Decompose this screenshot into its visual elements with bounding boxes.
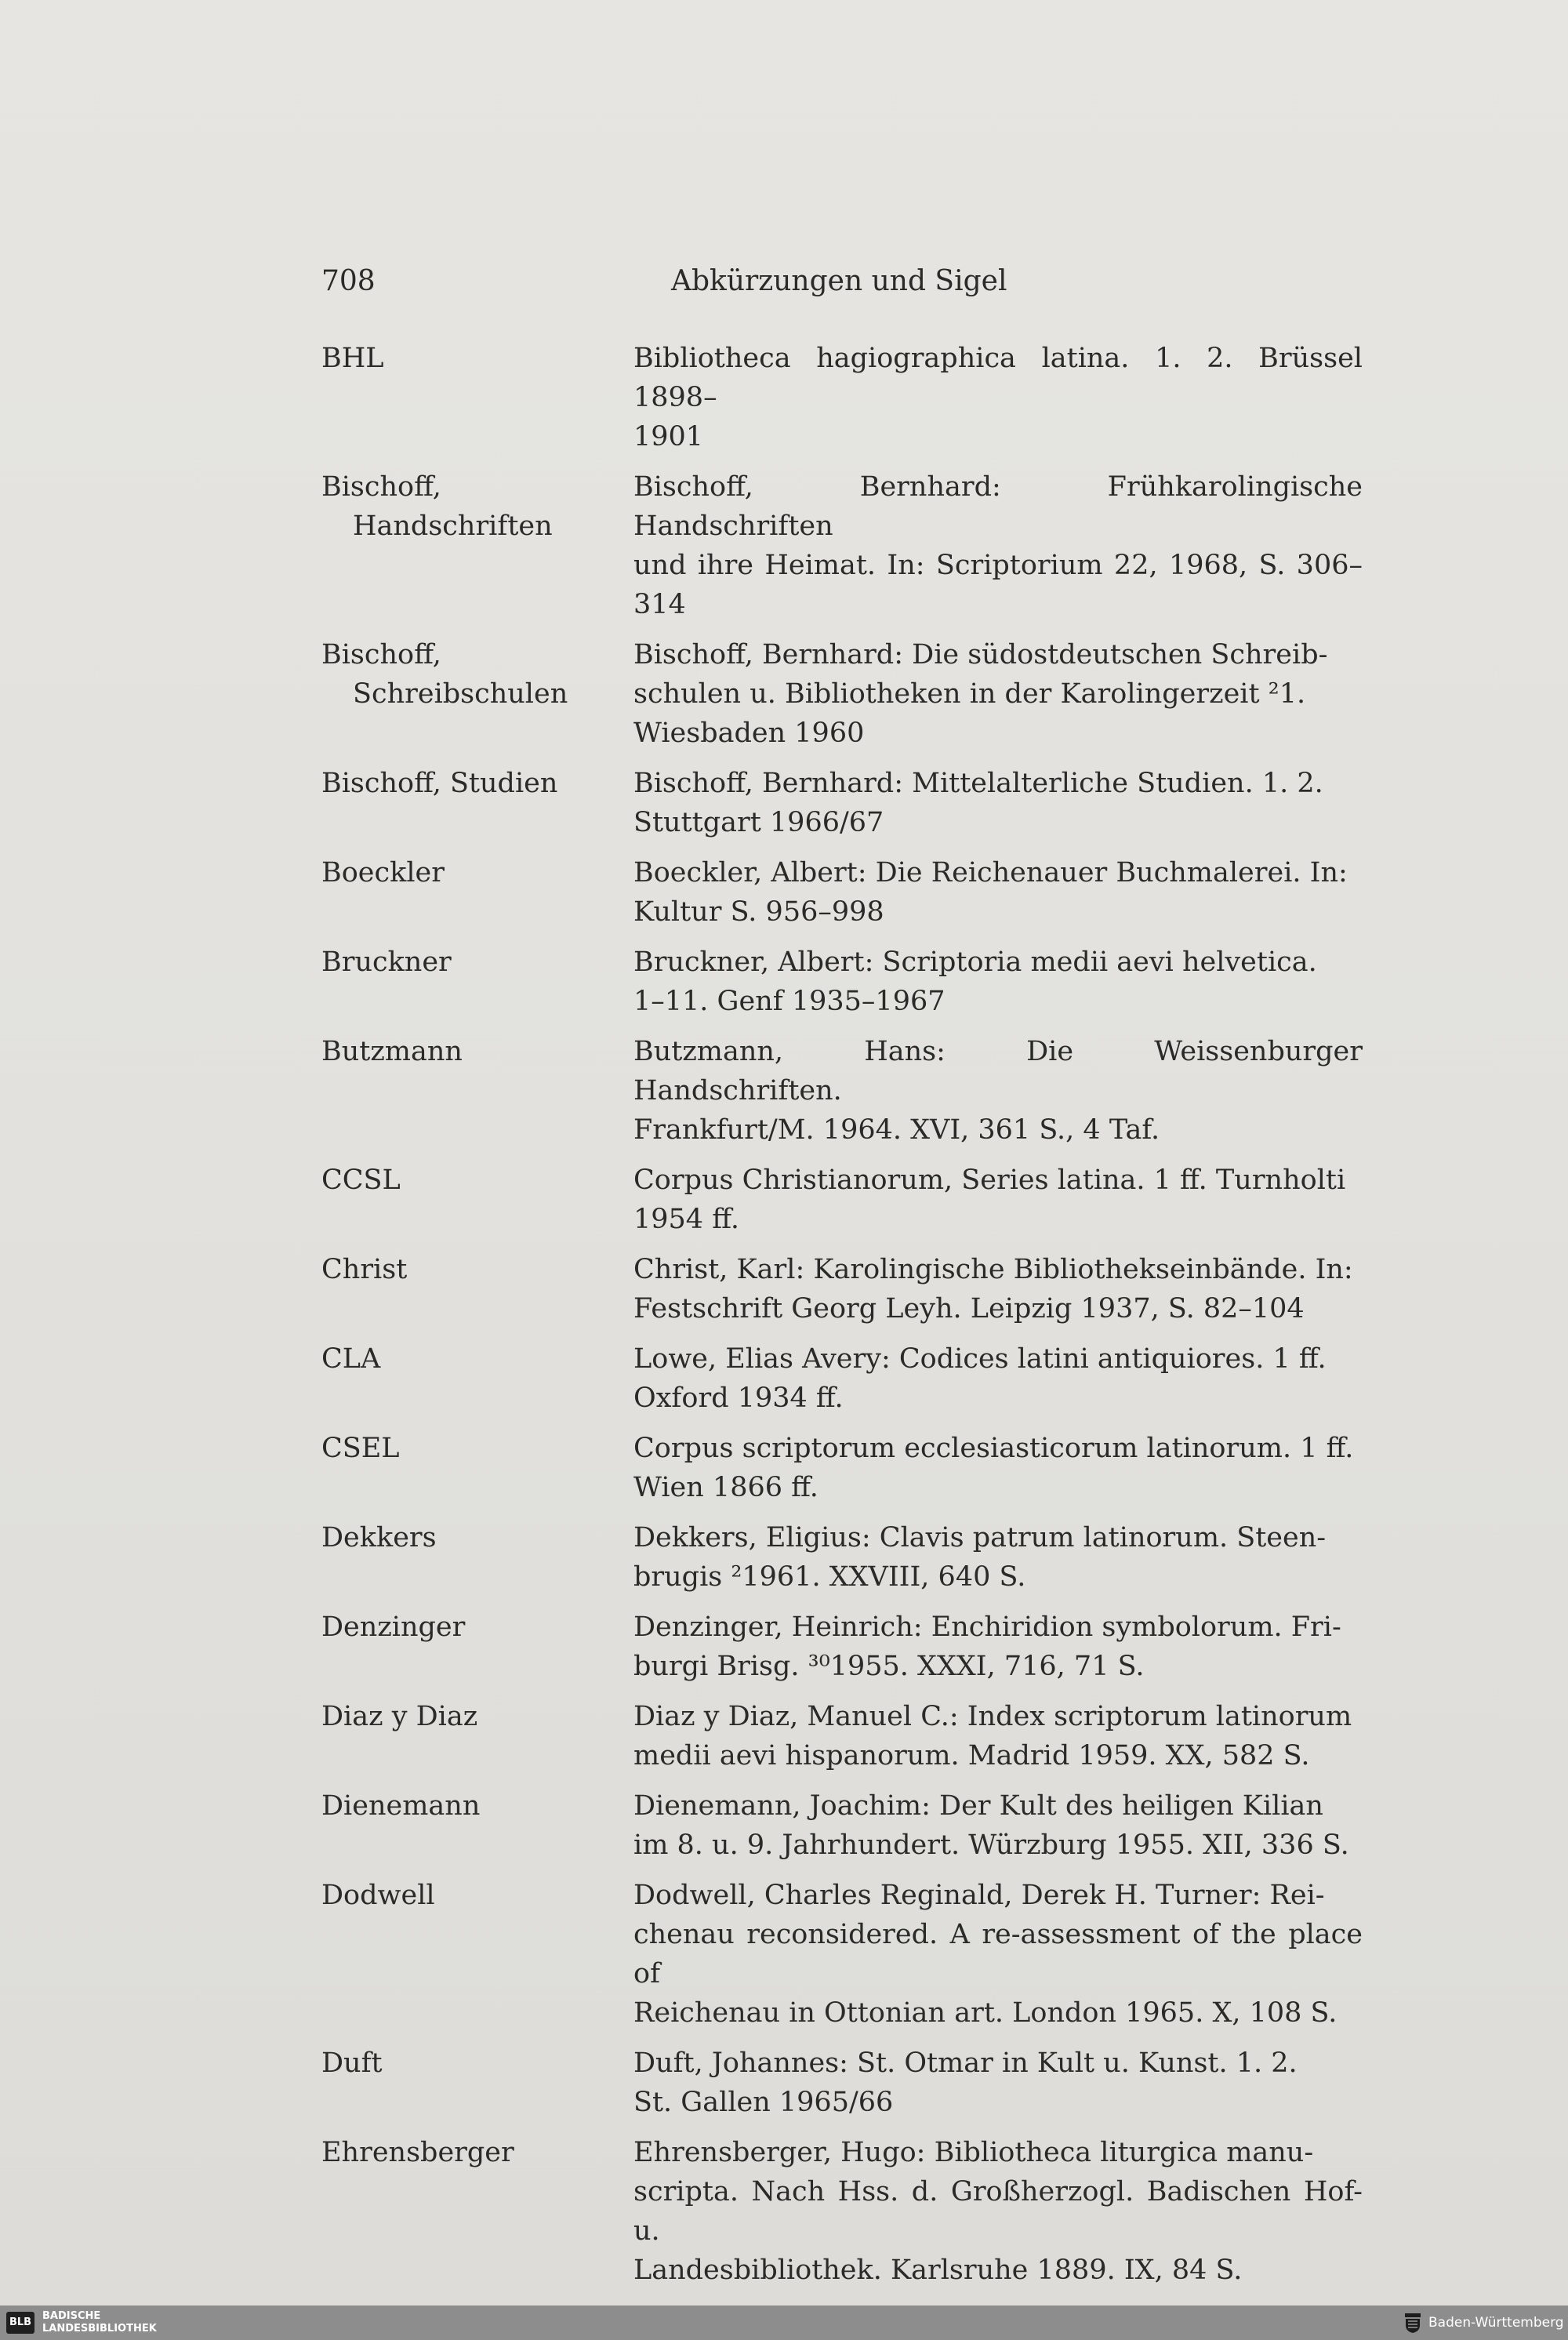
entry-row [321,943,1372,1021]
entry-description-line: Boeckler, Albert: Die Reichenauer Buchmalerei. In: [633,857,1348,888]
entry-description-line: Diaz y Diaz, Manuel C.: Index scriptorum latinorum [633,1701,1352,1732]
entry-description-line: Bischoff, Bernhard: Die südostdeutschen Schreib- [633,639,1328,670]
entry-row [321,1429,1372,1507]
entry-description-line: 1–11. Genf 1935–1967 [633,986,946,1017]
entry-row [321,1161,1372,1239]
entry-sigel-text: Dienemann [321,1790,481,1822]
entry-row [321,853,1372,932]
entry-description-line: Festschrift Georg Leyh. Leipzig 1937, S. 82–104 [633,1293,1305,1324]
entry-sigel [321,467,633,624]
entry-sigel [321,339,633,456]
entry-description-line: Oxford 1934 ff. [633,1383,844,1414]
entry-sigel-text: Ehrensberger [321,2137,514,2168]
entry-sigel [321,1697,633,1775]
entry-sigel-text: Bischoff, Studien [321,768,558,799]
entry-row [321,635,1372,753]
entry-sigel [321,764,633,842]
entry-description-line: Dienemann, Joachim: Der Kult des heiligen Kilian [633,1790,1323,1822]
entry-sigel [321,2044,633,2122]
entry-sigel-text: Diaz y Diaz [321,1701,478,1732]
entry-row [321,1032,1372,1150]
entry-description-line: Corpus scriptorum ecclesiasticorum latinorum. 1 ff. [633,1433,1354,1464]
entry-description [633,1518,1363,1597]
footer-bar [0,2305,1568,2340]
entry-description [633,339,1363,456]
entry-description [633,1786,1363,1865]
entry-description-line: Denzinger, Heinrich: Enchiridion symbolorum. Fri- [633,1611,1341,1643]
page-header [321,265,1364,312]
entry-sigel [321,635,633,753]
library-name-line2: LANDESBIBLIOTHEK [42,2323,157,2335]
entry-description-line: Dekkers, Eligius: Clavis patrum latinorum. Steen- [633,1522,1327,1553]
entry-sigel-text: CLA [321,1343,381,1375]
entry-sigel-text: Dodwell [321,1880,435,1911]
entry-description-line: und ihre Heimat. In: Scriptorium 22, 1968, S. 306–314 [633,550,1363,620]
entry-description-line: Frankfurt/M. 1964. XVI, 361 S., 4 Taf. [633,1114,1160,1146]
entry-sigel-text: Dekkers [321,1522,437,1553]
entry-description-line: Duft, Johannes: St. Otmar in Kult u. Kunst. 1. 2. [633,2048,1298,2079]
entry-description [633,1608,1363,1686]
entry-sigel-text: Bischoff, [321,471,441,503]
entry-row [321,1786,1372,1865]
entry-description-line: Kultur S. 956–998 [633,896,884,928]
blb-logo[interactable]: BLB [6,2312,34,2334]
entry-row [321,764,1372,842]
entry-row [321,1608,1372,1686]
entry-sigel [321,1876,633,2033]
entry-row [321,2044,1372,2122]
entry-sigel [321,1608,633,1686]
entry-description [633,1161,1363,1239]
entry-sigel [321,1786,633,1865]
entry-row [321,1876,1372,2033]
entry-row [321,339,1372,456]
entry-sigel [321,1032,633,1150]
entry-description-line: Bischoff, Bernhard: Mittelalterliche Studien. 1. 2. [633,768,1323,799]
entry-row [321,1518,1372,1597]
entry-description-line: Landesbibliothek. Karlsruhe 1889. IX, 84 S. [633,2255,1243,2286]
entry-sigel [321,1518,633,1597]
entry-description-line: Dodwell, Charles Reginald, Derek H. Turner: Rei- [633,1880,1325,1911]
entry-description-line: St. Gallen 1965/66 [633,2087,894,2118]
entry-description-line: brugis ²1961. XXVIII, 640 S. [633,1561,1026,1593]
entry-sigel [321,1250,633,1328]
entry-sigel-text: Denzinger [321,1611,466,1643]
entry-description-line: burgi Brisg. ³⁰1955. XXXI, 716, 71 S. [633,1651,1145,1682]
entry-description-line: Lowe, Elias Avery: Codices latini antiquiores. 1 ff. [633,1343,1327,1375]
entry-description-line: Bruckner, Albert: Scriptoria medii aevi helvetica. [633,947,1317,978]
entry-sigel-text: Bruckner [321,947,452,978]
entry-sigel [321,1429,633,1507]
entry-sigel-text: Boeckler [321,857,445,888]
entry-sigel-text: Bischoff, [321,639,441,670]
entry-sigel [321,1339,633,1418]
entry-sigel-subtext: Schreibschulen [353,678,568,710]
entry-description [633,1032,1363,1150]
entry-row [321,1339,1372,1418]
running-head: Abkürzungen und Sigel [671,265,1007,297]
entry-description-line: 1954 ff. [633,1204,739,1235]
entry-row [321,467,1372,624]
entry-sigel [321,2133,633,2290]
entry-description-line: Reichenau in Ottonian art. London 1965. X, 108 S. [633,1997,1338,2029]
entry-description-line: schulen u. Bibliotheken in der Karolingerzeit ²1. [633,678,1306,710]
entry-description-line: Bibliotheca hagiographica latina. 1. 2. Brüssel 1898– [633,343,1363,413]
entry-row [321,1697,1372,1775]
entry-sigel-text: Christ [321,1254,408,1285]
entry-sigel-subtext: Handschriften [353,511,553,542]
entry-description-line: chenau reconsidered. A re-assessment of the place of [633,1919,1363,1989]
entry-description-line: Corpus Christianorum, Series latina. 1 ff. Turnholti [633,1165,1346,1196]
entry-sigel-text: CCSL [321,1165,401,1196]
entry-description-line: Stuttgart 1966/67 [633,807,884,838]
entry-description-line: Ehrensberger, Hugo: Bibliotheca liturgica manu- [633,2137,1314,2168]
entry-sigel-text: BHL [321,343,384,374]
entry-description [633,467,1363,624]
entry-description [633,2044,1363,2122]
entry-description [633,635,1363,753]
entry-description [633,1339,1363,1418]
page-number: 708 [321,265,376,297]
entry-description-line: Bischoff, Bernhard: Frühkarolingische Handschriften [633,471,1363,542]
entry-description [633,1429,1363,1507]
entry-description [633,1876,1363,2033]
entry-description-line: Wiesbaden 1960 [633,718,865,749]
entry-sigel-text: CSEL [321,1433,400,1464]
state-coat-of-arms-icon [1403,2312,1422,2334]
entry-description [633,2133,1363,2290]
library-name [42,2310,157,2335]
entry-description-line: Butzmann, Hans: Die Weissenburger Handschriften. [633,1036,1363,1106]
entry-sigel [321,1161,633,1239]
entry-sigel-text: Duft [321,2048,383,2079]
entry-description [633,853,1363,932]
entry-description [633,1250,1363,1328]
library-name-line1: BADISCHE [42,2310,101,2322]
entry-sigel [321,853,633,932]
entry-row [321,2133,1372,2290]
entry-description-line: Christ, Karl: Karolingische Bibliothekseinbände. In: [633,1254,1353,1285]
entry-description-line: scripta. Nach Hss. d. Großherzogl. Badischen Hof- u. [633,2176,1363,2247]
entry-sigel [321,943,633,1021]
entry-description-line: im 8. u. 9. Jahrhundert. Würzburg 1955. XII, 336 S. [633,1829,1349,1861]
entry-description-line: Wien 1866 ff. [633,1472,818,1503]
abbreviation-list [321,339,1372,2301]
entry-description-line: 1901 [633,421,704,452]
entry-description-line: medii aevi hispanorum. Madrid 1959. XX, 582 S. [633,1740,1310,1771]
entry-description [633,764,1363,842]
entry-sigel-text: Butzmann [321,1036,463,1067]
state-label: Baden-Württemberg [1428,2315,1564,2331]
entry-row [321,1250,1372,1328]
entry-description [633,1697,1363,1775]
entry-description [633,943,1363,1021]
